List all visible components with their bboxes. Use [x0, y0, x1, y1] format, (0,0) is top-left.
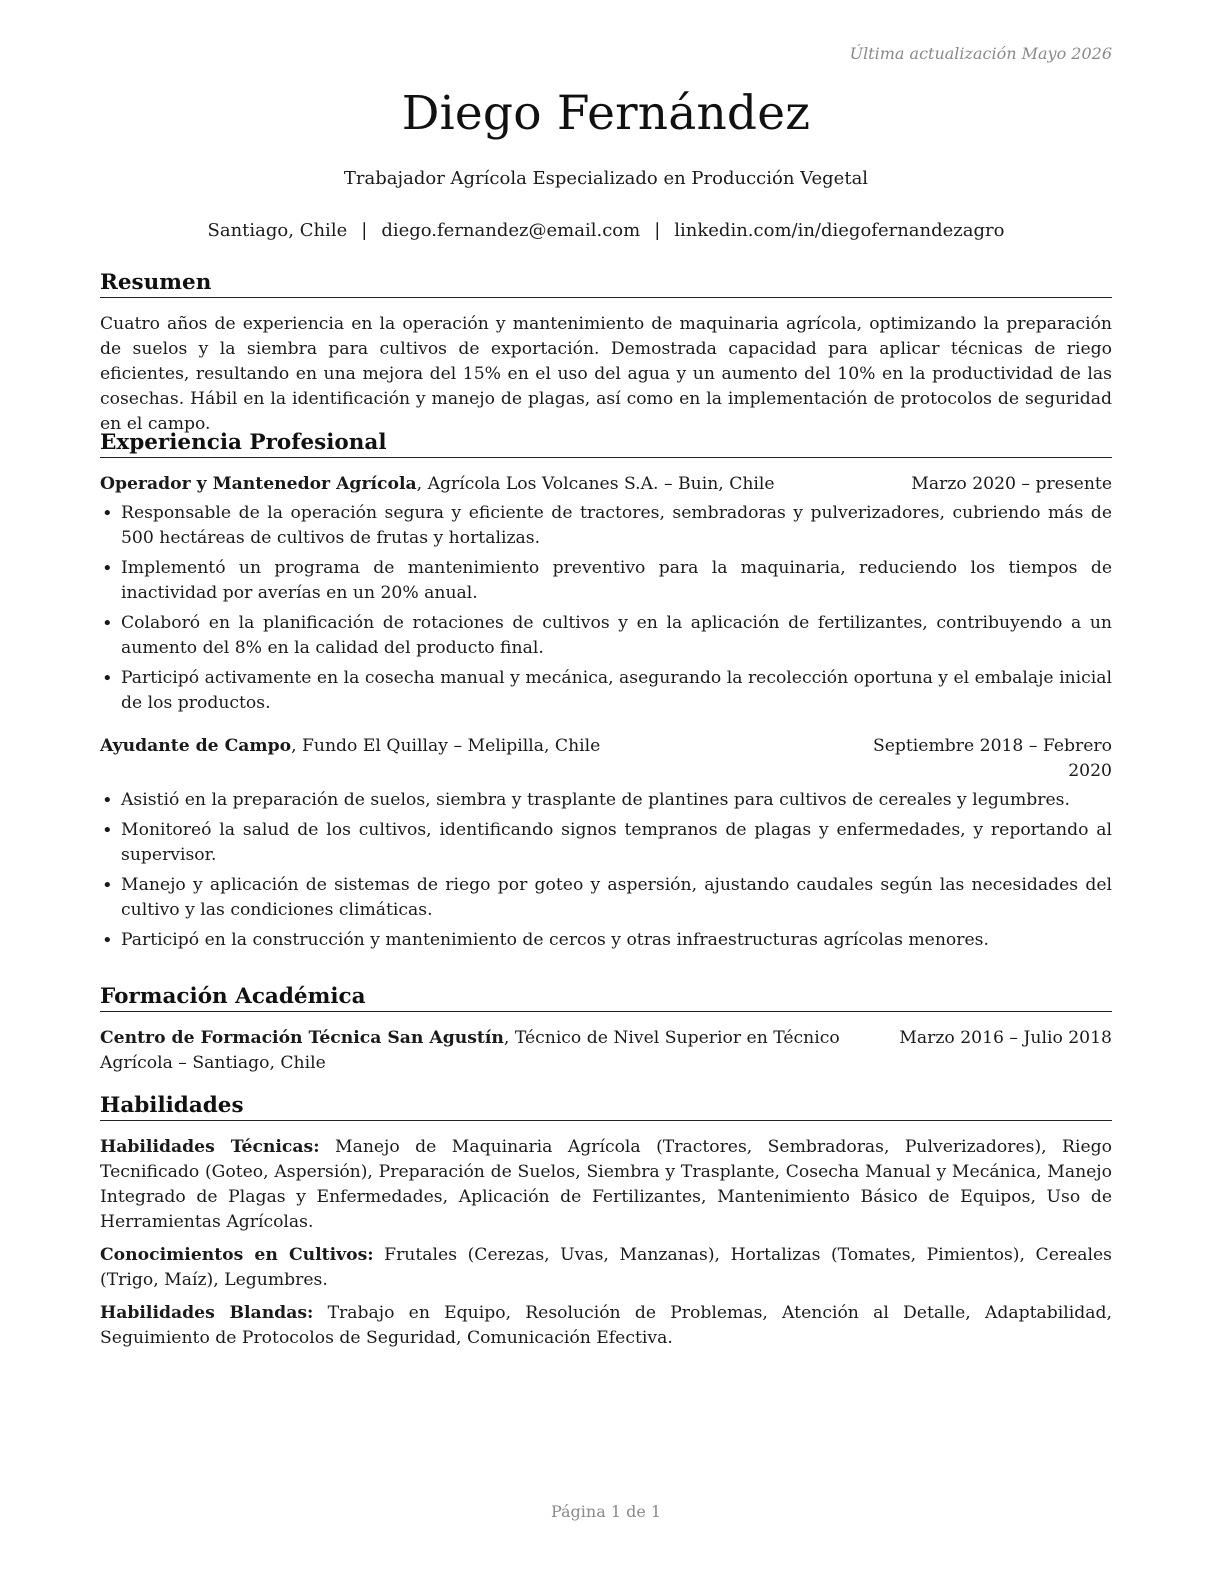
job-bullets	[100, 788, 1112, 953]
last-updated: Última actualización Mayo 2026	[849, 44, 1112, 63]
headline: Trabajador Agrícola Especializado en Producción Vegetal	[343, 168, 869, 189]
skill-group	[100, 1135, 1112, 1235]
contact-linkedin[interactable]: linkedin.com/in/diegofernandezagro	[674, 220, 1005, 241]
contact-separator: |	[654, 220, 661, 241]
summary-section	[100, 270, 1112, 437]
job-dates: Marzo 2020 – presente	[911, 474, 1112, 494]
list-item: • Participó activamente en la cosecha manual y mecánica, asegurando la recolección oportuna y el embalaje inicial de los productos.	[100, 666, 1112, 716]
skill-text: Trabajo en Equipo, Resolución de Problemas, Atención al Detalle, Adaptabilidad, Seguimiento de Protocolos de Seguridad, Comunicación Efectiva.	[100, 1303, 1112, 1348]
skill-group	[100, 1301, 1112, 1351]
job-company: , Fundo El Quillay – Melipilla, Chile	[291, 736, 601, 756]
skill-text: Manejo de Maquinaria Agrícola (Tractores, Sembradoras, Pulverizadores), Riego Tecnificado (Goteo, Aspersión), Preparación de Suelos, Siembra y Trasplante, Cosecha Manual y Mecánica, Manejo Integrado de Plagas y Enfermedades, Aplicación de Fertilizantes, Mantenimiento Básico de Equipos, Uso de Herramientas Agrícolas.	[100, 1137, 1112, 1232]
education-section	[100, 984, 1112, 1076]
section-title-summary: Resumen	[100, 270, 1112, 298]
job-role: Operador y Mantenedor Agrícola	[100, 474, 417, 494]
job-header	[100, 472, 1112, 497]
skills-list	[100, 1135, 1112, 1351]
list-item: • Colaboró en la planificación de rotaciones de cultivos y en la aplicación de fertilizantes, contribuyendo a un aumento del 8% en la calidad del producto final.	[100, 611, 1112, 661]
list-item: • Asistió en la preparación de suelos, siembra y trasplante de plantines para cultivos de cereales y legumbres.	[100, 788, 1112, 813]
job-role: Ayudante de Campo	[100, 736, 292, 756]
section-title-skills: Habilidades	[100, 1093, 1112, 1121]
job-entry	[100, 472, 1112, 716]
section-title-experience: Experiencia Profesional	[100, 430, 1112, 458]
job-bullets	[100, 501, 1112, 716]
skill-text: Frutales (Cerezas, Uvas, Manzanas), Hortalizas (Tomates, Pimientos), Cereales (Trigo, Maíz), Legumbres.	[100, 1245, 1112, 1290]
summary-text: Cuatro años de experiencia en la operación y mantenimiento de maquinaria agrícola, optimizando la preparación de suelos y la siembra para cultivos de exportación. Demostrada capacidad para aplicar técnicas de riego eficientes, resultando en una mejora del 15% en el uso del agua y un aumento del 10% en la productividad de las cosechas. Hábil en la identificación y manejo de plagas, así como en la implementación de protocolos de seguridad en el campo.	[100, 314, 1112, 434]
skill-label: Habilidades Blandas:	[100, 1303, 314, 1323]
experience-section	[100, 430, 1112, 958]
education-degree: , Técnico de Nivel Superior en Técnico Agrícola – Santiago, Chile	[100, 1028, 840, 1073]
contact-location: Santiago, Chile	[207, 220, 348, 241]
skill-group	[100, 1243, 1112, 1293]
education-entry	[100, 1026, 1112, 1076]
job-company: , Agrícola Los Volcanes S.A. – Buin, Chile	[416, 474, 775, 494]
contact-line	[100, 220, 1112, 241]
education-institution: Centro de Formación Técnica San Agustín	[100, 1028, 504, 1048]
list-item: • Participó en la construcción y mantenimiento de cercos y otras infraestructuras agrícolas menores.	[100, 928, 1112, 953]
resume-page	[100, 0, 1112, 1584]
job-dates: Septiembre 2018 – Febrero 2020	[872, 736, 1112, 781]
skills-section	[100, 1093, 1112, 1359]
job-entry	[100, 734, 1112, 953]
education-dates: Marzo 2016 – Julio 2018	[899, 1028, 1112, 1048]
section-title-education: Formación Académica	[100, 984, 1112, 1012]
job-header	[100, 734, 1112, 784]
skill-label: Habilidades Técnicas:	[100, 1137, 320, 1157]
candidate-name: Diego Fernández	[401, 86, 811, 141]
list-item: • Manejo y aplicación de sistemas de riego por goteo y aspersión, ajustando caudales según las necesidades del cultivo y las condiciones climáticas.	[100, 873, 1112, 923]
list-item: • Monitoreó la salud de los cultivos, identificando signos tempranos de plagas y enfermedades, y reportando al supervisor.	[100, 818, 1112, 868]
list-item: • Responsable de la operación segura y eficiente de tractores, sembradoras y pulverizadores, cubriendo más de 500 hectáreas de cultivos de frutas y hortalizas.	[100, 501, 1112, 551]
contact-email[interactable]: diego.fernandez@email.com	[381, 220, 641, 241]
list-item: • Implementó un programa de mantenimiento preventivo para la maquinaria, reduciendo los tiempos de inactividad por averías en un 20% anual.	[100, 556, 1112, 606]
page-number: Página 1 de 1	[550, 1502, 662, 1521]
contact-separator: |	[361, 220, 368, 241]
skill-label: Conocimientos en Cultivos:	[100, 1245, 374, 1265]
